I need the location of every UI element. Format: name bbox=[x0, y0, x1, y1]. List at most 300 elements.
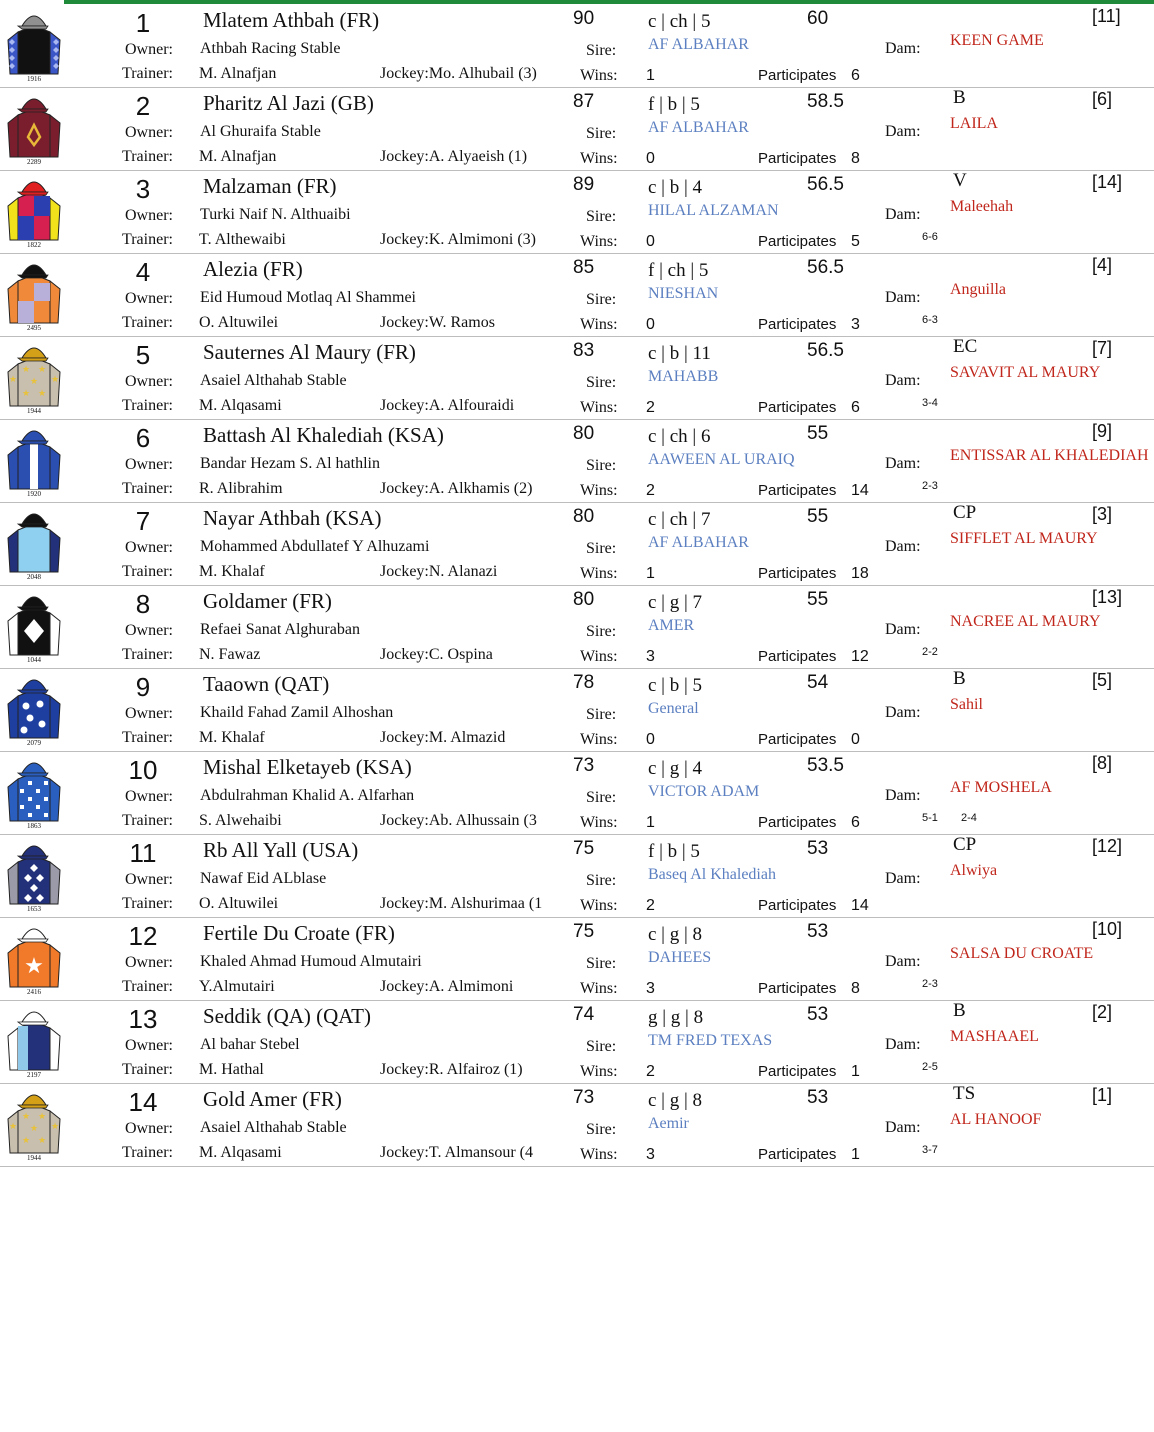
wins-label: Wins: bbox=[580, 482, 618, 499]
trainer-label: Trainer: bbox=[122, 812, 173, 829]
owner-label: Owner: bbox=[125, 871, 173, 888]
jockey-name: Jockey:R. Alfairoz (1) bbox=[380, 1061, 523, 1078]
rating: 75 bbox=[573, 921, 595, 942]
svg-text:2079: 2079 bbox=[27, 739, 41, 746]
rating: 85 bbox=[573, 257, 595, 278]
sire-name: AMER bbox=[648, 617, 695, 634]
runner-number: 13 bbox=[128, 1004, 158, 1034]
svg-text:★: ★ bbox=[37, 1135, 47, 1145]
runner-number: 2 bbox=[135, 91, 151, 121]
svg-text:★: ★ bbox=[24, 953, 44, 978]
wins-value: 2 bbox=[646, 399, 655, 416]
participates-value: 1 bbox=[851, 1146, 860, 1163]
owner-label: Owner: bbox=[125, 954, 173, 971]
horse-description: c | ch | 6 bbox=[648, 426, 711, 447]
horse-description: c | b | 5 bbox=[648, 675, 703, 696]
runner-number: 10 bbox=[128, 755, 158, 785]
runner-row[interactable] bbox=[0, 336, 1154, 420]
svg-text:★: ★ bbox=[21, 1111, 31, 1121]
owner-label: Owner: bbox=[125, 124, 173, 141]
jockey-name: Jockey:A. Alkhamis (2) bbox=[380, 480, 533, 497]
horse-name[interactable]: Nayar Athbah (KSA) bbox=[203, 506, 382, 530]
runner-number: 5 bbox=[135, 340, 151, 370]
horse-description: f | b | 5 bbox=[648, 94, 700, 115]
participates-label: Participates bbox=[758, 648, 837, 665]
jockey-silks-icon bbox=[4, 89, 64, 165]
participates-label: Participates bbox=[758, 399, 837, 416]
horse-name[interactable]: Gold Amer (FR) bbox=[203, 1087, 342, 1111]
trainer-label: Trainer: bbox=[122, 397, 173, 414]
wins-label: Wins: bbox=[580, 1146, 618, 1163]
svg-text:1044: 1044 bbox=[27, 656, 41, 663]
participates-label: Participates bbox=[758, 482, 837, 499]
jockey-silks-icon bbox=[4, 338, 64, 414]
participates-label: Participates bbox=[758, 897, 837, 914]
sire-label: Sire: bbox=[586, 125, 617, 142]
horse-description: f | ch | 5 bbox=[648, 260, 709, 281]
jockey-name: Jockey:A. Almimoni bbox=[380, 978, 514, 995]
jockey-silks-icon bbox=[4, 836, 64, 912]
dam-name: SAVAVIT AL MAURY bbox=[950, 364, 1101, 381]
trainer-name: S. Alwehaibi bbox=[199, 812, 282, 829]
trainer-name: M. Alqasami bbox=[199, 1144, 282, 1161]
runner-row[interactable] bbox=[0, 917, 1154, 1001]
runner-number: 14 bbox=[128, 1087, 158, 1117]
jockey-silks-icon bbox=[4, 6, 64, 82]
owner-name: Asaiel Althahab Stable bbox=[200, 372, 347, 389]
dam-label: Dam: bbox=[885, 704, 921, 721]
wins-label: Wins: bbox=[580, 233, 618, 250]
horse-description: c | g | 8 bbox=[648, 1090, 703, 1111]
wins-label: Wins: bbox=[580, 897, 618, 914]
dam-label: Dam: bbox=[885, 787, 921, 804]
horse-name[interactable]: Mishal Elketayeb (KSA) bbox=[203, 755, 412, 779]
trainer-label: Trainer: bbox=[122, 314, 173, 331]
carried-weight: 53 bbox=[807, 1087, 829, 1108]
recent-form: 2-3 bbox=[922, 480, 938, 492]
participates-label: Participates bbox=[758, 1063, 837, 1080]
dam-label: Dam: bbox=[885, 372, 921, 389]
svg-text:1920: 1920 bbox=[27, 490, 41, 497]
owner-label: Owner: bbox=[125, 207, 173, 224]
draw-number: [13] bbox=[1092, 587, 1123, 607]
owner-name: Athbah Racing Stable bbox=[200, 40, 341, 57]
svg-text:★: ★ bbox=[29, 376, 39, 386]
sire-name: General bbox=[648, 700, 699, 717]
svg-text:★: ★ bbox=[29, 1123, 39, 1133]
runner-row[interactable] bbox=[0, 419, 1154, 503]
participates-value: 6 bbox=[851, 814, 860, 831]
carried-weight: 53.5 bbox=[807, 755, 844, 776]
dam-label: Dam: bbox=[885, 1036, 921, 1053]
draw-number: [1] bbox=[1092, 1085, 1113, 1105]
runner-number: 1 bbox=[135, 8, 151, 38]
jockey-silks-icon bbox=[4, 504, 64, 580]
trainer-name: T. Althewaibi bbox=[199, 231, 286, 248]
participates-value: 12 bbox=[851, 648, 869, 665]
svg-text:★: ★ bbox=[50, 1121, 60, 1131]
runner-number: 4 bbox=[135, 257, 151, 287]
jockey-name: Jockey:A. Alyaeish (1) bbox=[380, 148, 528, 165]
carried-weight: 56.5 bbox=[807, 174, 844, 195]
horse-name[interactable]: Rb All Yall (USA) bbox=[203, 838, 359, 862]
dam-name: NACREE AL MAURY bbox=[950, 613, 1101, 630]
sire-name: NIESHAN bbox=[648, 285, 719, 302]
runner-row[interactable] bbox=[0, 1083, 1154, 1167]
jockey-silks-icon bbox=[4, 753, 64, 829]
horse-name[interactable]: Pharitz Al Jazi (GB) bbox=[203, 91, 374, 115]
participates-label: Participates bbox=[758, 67, 837, 84]
dam-name: AF MOSHELA bbox=[950, 779, 1052, 796]
trainer-name: Y.Almutairi bbox=[199, 978, 275, 995]
runner-row[interactable] bbox=[0, 502, 1154, 586]
trainer-label: Trainer: bbox=[122, 729, 173, 746]
draw-number: [7] bbox=[1092, 338, 1113, 358]
runner-row[interactable] bbox=[0, 834, 1154, 918]
owner-label: Owner: bbox=[125, 622, 173, 639]
carried-weight: 55 bbox=[807, 506, 829, 527]
jockey-name: Jockey:Mo. Alhubail (3) bbox=[380, 65, 537, 82]
participates-value: 1 bbox=[851, 1063, 860, 1080]
runner-row[interactable] bbox=[0, 87, 1154, 171]
jockey-name: Jockey:Ab. Alhussain (3 bbox=[380, 812, 537, 829]
svg-text:2048: 2048 bbox=[27, 573, 41, 580]
horse-name[interactable]: Alezia (FR) bbox=[203, 257, 303, 281]
horse-name[interactable]: Seddik (QA) (QAT) bbox=[203, 1004, 371, 1028]
svg-text:1822: 1822 bbox=[27, 241, 41, 248]
svg-text:★: ★ bbox=[37, 364, 47, 374]
jockey-name: Jockey:A. Alfouraidi bbox=[380, 397, 515, 414]
svg-text:1944: 1944 bbox=[27, 1154, 41, 1161]
owner-name: Turki Naif N. Althuaibi bbox=[200, 206, 351, 223]
runner-row[interactable] bbox=[0, 585, 1154, 669]
wins-value: 2 bbox=[646, 482, 655, 499]
participates-value: 14 bbox=[851, 897, 869, 914]
horse-description: c | ch | 5 bbox=[648, 11, 711, 32]
horse-name[interactable]: Taaown (QAT) bbox=[203, 672, 330, 696]
equipment-code: B bbox=[953, 87, 966, 108]
wins-value: 1 bbox=[646, 565, 655, 582]
sire-label: Sire: bbox=[586, 208, 617, 225]
svg-text:2197: 2197 bbox=[27, 1071, 41, 1078]
sire-name: TM FRED TEXAS bbox=[648, 1032, 773, 1049]
equipment-code: TS bbox=[953, 1083, 976, 1104]
sire-name: Baseq Al Khalediah bbox=[648, 866, 776, 883]
dam-name: MASHAAEL bbox=[950, 1028, 1039, 1045]
recent-form-2: 2-4 bbox=[961, 812, 977, 824]
jockey-silks-icon bbox=[4, 1085, 64, 1161]
recent-form: 6-6 bbox=[922, 231, 938, 243]
horse-description: c | ch | 7 bbox=[648, 509, 711, 530]
owner-name: Bandar Hezam S. Al hathlin bbox=[200, 455, 380, 472]
participates-label: Participates bbox=[758, 233, 837, 250]
participates-label: Participates bbox=[758, 731, 837, 748]
trainer-name: M. Khalaf bbox=[199, 729, 265, 746]
draw-number: [8] bbox=[1092, 753, 1113, 773]
trainer-label: Trainer: bbox=[122, 1144, 173, 1161]
runner-number: 8 bbox=[135, 589, 151, 619]
owner-name: Refaei Sanat Alghuraban bbox=[200, 621, 360, 638]
owner-label: Owner: bbox=[125, 41, 173, 58]
trainer-label: Trainer: bbox=[122, 563, 173, 580]
wins-value: 2 bbox=[646, 1063, 655, 1080]
carried-weight: 53 bbox=[807, 838, 829, 859]
carried-weight: 58.5 bbox=[807, 91, 844, 112]
jockey-silks-icon bbox=[4, 919, 64, 995]
recent-form: 6-3 bbox=[922, 314, 938, 326]
equipment-code: B bbox=[953, 668, 966, 689]
participates-value: 14 bbox=[851, 482, 869, 499]
dam-label: Dam: bbox=[885, 123, 921, 140]
sire-label: Sire: bbox=[586, 1038, 617, 1055]
dam-name: LAILA bbox=[950, 115, 998, 132]
owner-label: Owner: bbox=[125, 788, 173, 805]
horse-description: c | g | 4 bbox=[648, 758, 703, 779]
recent-form: 2-2 bbox=[922, 646, 938, 658]
runner-row[interactable] bbox=[0, 170, 1154, 254]
owner-name: Abdulrahman Khalid A. Alfarhan bbox=[200, 787, 415, 804]
jockey-name: Jockey:K. Almimoni (3) bbox=[380, 231, 536, 248]
owner-name: Nawaf Eid ALblase bbox=[200, 870, 327, 887]
runner-number: 6 bbox=[135, 423, 151, 453]
horse-name[interactable]: Goldamer (FR) bbox=[203, 589, 332, 613]
horse-description: c | b | 11 bbox=[648, 343, 711, 364]
horse-description: c | g | 7 bbox=[648, 592, 703, 613]
sire-label: Sire: bbox=[586, 457, 617, 474]
trainer-name: M. Khalaf bbox=[199, 563, 265, 580]
wins-value: 1 bbox=[646, 814, 655, 831]
carried-weight: 55 bbox=[807, 423, 829, 444]
runner-row[interactable] bbox=[0, 4, 1154, 88]
horse-description: g | g | 8 bbox=[648, 1007, 704, 1028]
sire-label: Sire: bbox=[586, 872, 617, 889]
dam-label: Dam: bbox=[885, 870, 921, 887]
draw-number: [10] bbox=[1092, 919, 1123, 939]
owner-name: Eid Humoud Motlaq Al Shammei bbox=[200, 289, 416, 306]
runner-row[interactable] bbox=[0, 1000, 1154, 1084]
jockey-silks-icon bbox=[4, 1002, 64, 1078]
jockey-name: Jockey:M. Alshurimaa (1 bbox=[380, 895, 543, 912]
participates-label: Participates bbox=[758, 150, 837, 167]
svg-text:★: ★ bbox=[37, 388, 47, 398]
svg-text:1653: 1653 bbox=[27, 905, 41, 912]
rating: 90 bbox=[573, 8, 595, 29]
horse-description: c | g | 8 bbox=[648, 924, 703, 945]
jockey-name: Jockey:C. Ospina bbox=[380, 646, 493, 663]
jockey-name: Jockey:W. Ramos bbox=[380, 314, 495, 331]
wins-label: Wins: bbox=[580, 731, 618, 748]
recent-form: 5-1 bbox=[922, 812, 938, 824]
participates-label: Participates bbox=[758, 814, 837, 831]
trainer-label: Trainer: bbox=[122, 978, 173, 995]
rating: 78 bbox=[573, 672, 595, 693]
participates-value: 8 bbox=[851, 150, 860, 167]
sire-label: Sire: bbox=[586, 291, 617, 308]
trainer-name: O. Altuwilei bbox=[199, 895, 279, 912]
draw-number: [9] bbox=[1092, 421, 1113, 441]
sire-name: MAHABB bbox=[648, 368, 719, 385]
trainer-name: M. Hathal bbox=[199, 1061, 264, 1078]
rating: 83 bbox=[573, 340, 595, 361]
runner-number: 12 bbox=[128, 921, 158, 951]
wins-label: Wins: bbox=[580, 980, 618, 997]
owner-name: Khaled Ahmad Humoud Almutairi bbox=[200, 953, 422, 970]
runner-number: 7 bbox=[135, 506, 151, 536]
draw-number: [6] bbox=[1092, 89, 1113, 109]
dam-label: Dam: bbox=[885, 621, 921, 638]
owner-label: Owner: bbox=[125, 1037, 173, 1054]
draw-number: [3] bbox=[1092, 504, 1113, 524]
sire-name: Aemir bbox=[648, 1115, 689, 1132]
owner-label: Owner: bbox=[125, 1120, 173, 1137]
wins-label: Wins: bbox=[580, 648, 618, 665]
wins-value: 3 bbox=[646, 980, 655, 997]
runner-number: 3 bbox=[135, 174, 151, 204]
participates-value: 18 bbox=[851, 565, 869, 582]
carried-weight: 60 bbox=[807, 8, 829, 29]
trainer-name: N. Fawaz bbox=[199, 646, 261, 663]
svg-text:1944: 1944 bbox=[27, 407, 41, 414]
svg-text:2495: 2495 bbox=[27, 324, 41, 331]
horse-name[interactable]: Battash Al Khalediah (KSA) bbox=[203, 423, 444, 447]
wins-value: 2 bbox=[646, 897, 655, 914]
sire-label: Sire: bbox=[586, 540, 617, 557]
rating: 73 bbox=[573, 755, 595, 776]
wins-value: 3 bbox=[646, 648, 655, 665]
runner-row[interactable] bbox=[0, 668, 1154, 752]
owner-label: Owner: bbox=[125, 456, 173, 473]
draw-number: [4] bbox=[1092, 255, 1113, 275]
svg-text:2416: 2416 bbox=[27, 988, 41, 995]
rating: 74 bbox=[573, 1004, 595, 1025]
wins-value: 0 bbox=[646, 233, 655, 250]
dam-label: Dam: bbox=[885, 40, 921, 57]
equipment-code: V bbox=[953, 170, 967, 191]
trainer-name: M. Alnafjan bbox=[199, 65, 277, 82]
wins-label: Wins: bbox=[580, 565, 618, 582]
dam-label: Dam: bbox=[885, 538, 921, 555]
horse-name[interactable]: Fertile Du Croate (FR) bbox=[203, 921, 395, 945]
svg-text:★: ★ bbox=[21, 388, 31, 398]
rating: 89 bbox=[573, 174, 595, 195]
horse-name[interactable]: Malzaman (FR) bbox=[203, 174, 337, 198]
owner-label: Owner: bbox=[125, 373, 173, 390]
participates-value: 6 bbox=[851, 399, 860, 416]
svg-text:★: ★ bbox=[8, 374, 18, 384]
rating: 87 bbox=[573, 91, 595, 112]
trainer-label: Trainer: bbox=[122, 65, 173, 82]
dam-name: KEEN GAME bbox=[950, 32, 1044, 49]
recent-form: 2-5 bbox=[922, 1061, 938, 1073]
participates-label: Participates bbox=[758, 1146, 837, 1163]
participates-value: 3 bbox=[851, 316, 860, 333]
dam-name: Anguilla bbox=[950, 281, 1006, 298]
recent-form: 3-7 bbox=[922, 1144, 938, 1156]
sire-label: Sire: bbox=[586, 42, 617, 59]
wins-value: 0 bbox=[646, 316, 655, 333]
carried-weight: 55 bbox=[807, 589, 829, 610]
draw-number: [2] bbox=[1092, 1002, 1113, 1022]
wins-label: Wins: bbox=[580, 150, 618, 167]
dam-label: Dam: bbox=[885, 206, 921, 223]
runner-row[interactable] bbox=[0, 253, 1154, 337]
draw-number: [5] bbox=[1092, 670, 1113, 690]
wins-value: 0 bbox=[646, 731, 655, 748]
horse-name[interactable]: Sauternes Al Maury (FR) bbox=[203, 340, 416, 364]
sire-name: AAWEEN AL URAIQ bbox=[648, 451, 795, 468]
draw-number: [11] bbox=[1092, 6, 1121, 26]
sire-name: AF ALBAHAR bbox=[648, 36, 749, 53]
trainer-label: Trainer: bbox=[122, 148, 173, 165]
trainer-name: R. Alibrahim bbox=[199, 480, 283, 497]
wins-label: Wins: bbox=[580, 399, 618, 416]
equipment-code: B bbox=[953, 1000, 966, 1021]
svg-text:★: ★ bbox=[37, 1111, 47, 1121]
sire-label: Sire: bbox=[586, 1121, 617, 1138]
sire-name: HILAL ALZAMAN bbox=[648, 202, 779, 219]
owner-label: Owner: bbox=[125, 290, 173, 307]
owner-label: Owner: bbox=[125, 539, 173, 556]
carried-weight: 53 bbox=[807, 921, 829, 942]
svg-text:★: ★ bbox=[21, 1135, 31, 1145]
wins-value: 3 bbox=[646, 1146, 655, 1163]
wins-value: 0 bbox=[646, 150, 655, 167]
rating: 75 bbox=[573, 838, 595, 859]
jockey-silks-icon bbox=[4, 421, 64, 497]
sire-label: Sire: bbox=[586, 789, 617, 806]
equipment-code: CP bbox=[953, 834, 977, 855]
equipment-code: CP bbox=[953, 502, 977, 523]
participates-value: 8 bbox=[851, 980, 860, 997]
carried-weight: 56.5 bbox=[807, 340, 844, 361]
trainer-name: O. Altuwilei bbox=[199, 314, 279, 331]
dam-label: Dam: bbox=[885, 455, 921, 472]
wins-label: Wins: bbox=[580, 814, 618, 831]
draw-number: [12] bbox=[1092, 836, 1123, 856]
trainer-name: M. Alqasami bbox=[199, 397, 282, 414]
trainer-label: Trainer: bbox=[122, 646, 173, 663]
owner-name: Al Ghuraifa Stable bbox=[200, 123, 321, 140]
horse-name[interactable]: Mlatem Athbah (FR) bbox=[203, 8, 380, 32]
runner-row[interactable] bbox=[0, 751, 1154, 835]
participates-label: Participates bbox=[758, 565, 837, 582]
trainer-label: Trainer: bbox=[122, 1061, 173, 1078]
owner-name: Khaild Fahad Zamil Alhoshan bbox=[200, 704, 394, 721]
rating: 80 bbox=[573, 423, 595, 444]
svg-text:★: ★ bbox=[50, 374, 60, 384]
rating: 73 bbox=[573, 1087, 595, 1108]
wins-label: Wins: bbox=[580, 1063, 618, 1080]
sire-label: Sire: bbox=[586, 374, 617, 391]
svg-text:★: ★ bbox=[21, 364, 31, 374]
trainer-label: Trainer: bbox=[122, 231, 173, 248]
jockey-silks-icon bbox=[4, 255, 64, 331]
runner-number: 9 bbox=[135, 672, 151, 702]
participates-label: Participates bbox=[758, 316, 837, 333]
sire-label: Sire: bbox=[586, 623, 617, 640]
dam-name: SIFFLET AL MAURY bbox=[950, 530, 1098, 547]
svg-text:1863: 1863 bbox=[27, 822, 41, 829]
dam-label: Dam: bbox=[885, 953, 921, 970]
dam-name: Sahil bbox=[950, 696, 983, 713]
participates-value: 5 bbox=[851, 233, 860, 250]
jockey-silks-icon bbox=[4, 670, 64, 746]
carried-weight: 56.5 bbox=[807, 257, 844, 278]
jockey-name: Jockey:T. Almansour (4 bbox=[380, 1144, 534, 1161]
participates-label: Participates bbox=[758, 980, 837, 997]
equipment-code: EC bbox=[953, 336, 978, 357]
svg-text:1916: 1916 bbox=[27, 75, 41, 82]
